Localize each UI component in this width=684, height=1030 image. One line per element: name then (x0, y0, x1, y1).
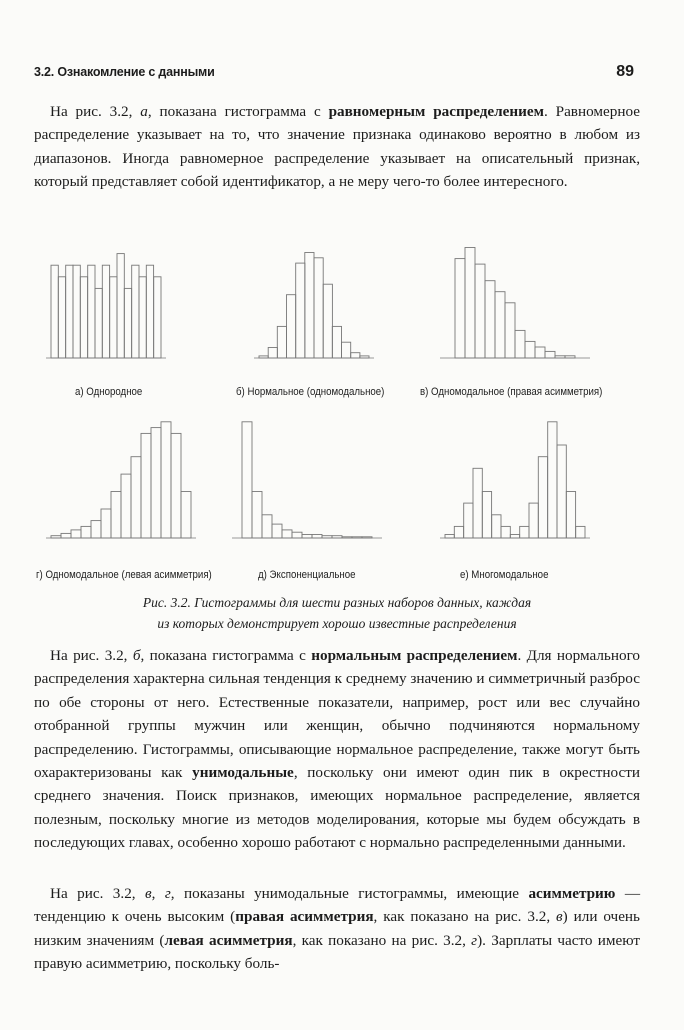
histogram-bar (360, 356, 369, 358)
text-run: На рис. 3.2, (50, 103, 141, 120)
bold-term: равномерным распределением (328, 103, 544, 120)
histogram-bar (538, 457, 547, 538)
histogram-bar (323, 284, 332, 358)
text-run: , как показано на рис. 3.2, (373, 908, 557, 926)
histogram-bar (445, 535, 454, 539)
text-run: , показана гистограмма с (147, 103, 329, 120)
histogram-bar (91, 521, 101, 538)
bold-term: правая асимметрия (235, 908, 374, 926)
histogram-bar (124, 288, 131, 358)
panel-label-c: в) Одномодальное (правая асимметрия) (420, 386, 603, 398)
figure-ref-letter: в (145, 885, 152, 902)
histogram-bar (146, 265, 153, 358)
histogram-bar (465, 248, 475, 359)
histogram-bar (101, 509, 111, 538)
text-run: . Равномерное распределение указывает на то, что значение признака одинаково вероятно в любом из диапазонов. Иногда равномерное распределение указывает на описательный признак, который представляет собой идентификатор, а не меру чего-то более интересного. (34, 103, 641, 191)
histogram-uniform (46, 238, 166, 360)
page-number: 89 (616, 63, 634, 80)
histogram-bar (141, 433, 151, 538)
histogram-right-skew (440, 238, 590, 360)
histogram-bar (576, 526, 585, 538)
histogram-bar (80, 277, 87, 358)
histogram-bar (492, 515, 501, 538)
caption-line-1: Рис. 3.2. Гистограммы для шести разных наборов данных, каждая (142, 595, 532, 610)
histogram-bar (117, 254, 124, 358)
histogram-bar (305, 253, 314, 359)
text-run: ). Зарплаты часто имеют правую асимметрию, поскольку боль- (34, 931, 640, 973)
histogram-bar (262, 515, 272, 538)
histogram-bar (139, 277, 146, 358)
histogram-bar (73, 265, 80, 358)
histogram-exponential (232, 412, 382, 540)
histogram-bar (342, 537, 352, 538)
histogram-bar (154, 277, 161, 358)
histogram-bar (566, 492, 575, 539)
histogram-bar (535, 347, 545, 358)
histogram-bar (81, 526, 91, 538)
histogram-bar (252, 492, 262, 539)
panel-label-d: г) Одномодальное (левая асимметрия) (36, 569, 212, 581)
figure-ref-letter: г (164, 885, 171, 902)
text-run: , показаны унимодальные гистограммы, имеющие (170, 885, 529, 902)
histogram-bar (287, 295, 296, 358)
text-run: , показана гистограмма с (140, 647, 312, 664)
text-run: , как показано на рис. 3.2, (292, 931, 472, 949)
text-run: На рис. 3.2, (50, 647, 133, 664)
histogram-bar (352, 537, 362, 538)
histogram-bar (268, 348, 277, 359)
text-run: . Для нормального распределения характерна сильная тенденция к среднему значению и симметричный разброс по обе стороны от него. Естественные показатели, например, рост или вес случайно отобранной группы мужчин или женщин, обычно подчиняются нормальному распределению. Гистограммы, описывающие нормальное распределение, также могут быть охарактеризованы как (34, 647, 641, 782)
histogram-bar (495, 292, 505, 358)
histogram-bar (473, 468, 482, 538)
histogram-bar (510, 535, 519, 539)
histogram-bar (51, 265, 58, 358)
histogram-bar (548, 422, 557, 538)
histogram-bar (520, 526, 529, 538)
caption-line-2: из которых демонстрирует хорошо известные распределения (157, 616, 517, 631)
histogram-bar (58, 277, 65, 358)
bold-term: левая асимметрия (164, 931, 293, 949)
figure-ref-letter: б (132, 647, 141, 664)
text-run: , (151, 885, 165, 902)
histogram-bar (314, 258, 323, 358)
figure-caption (34, 592, 640, 634)
panel-label-b: б) Нормальное (одномодальное) (236, 386, 385, 398)
histogram-bar (351, 353, 360, 358)
figure-ref-letter: в (556, 908, 563, 926)
histogram-bar (515, 330, 525, 358)
text-run: ) или очень низким значениям ( (34, 908, 640, 949)
histogram-bar (302, 535, 312, 539)
histogram-bar (110, 277, 117, 358)
section-title: 3.2. Ознакомление с данными (34, 65, 215, 79)
histogram-bar (61, 533, 71, 538)
histogram-bar (362, 537, 372, 538)
histogram-bar (88, 265, 95, 358)
bold-term: унимодальные (192, 764, 294, 782)
histogram-bar (102, 265, 109, 358)
paragraph-uniform (34, 100, 640, 194)
histogram-bar (455, 259, 465, 358)
histogram-bar (131, 457, 141, 538)
histogram-bar (171, 433, 181, 538)
figure-ref-letter: а (140, 103, 148, 120)
text-run: , поскольку они имеют один пик в окрестности среднего значения. Поиск признаков, имеющих нормальное распределение, является полезным, поскольку многие из методов моделирования, которые мы будем обсуждать в последующих главах, особенно хорошо работают с нормально распределенными данными. (34, 764, 641, 852)
histogram-bar (95, 288, 102, 358)
histogram-bar (322, 536, 332, 538)
histogram-bar (121, 474, 131, 538)
histogram-bar (66, 265, 73, 358)
figure-ref-letter: г (471, 931, 478, 949)
histogram-bar (151, 428, 161, 538)
bold-term: асимметрию (528, 885, 616, 902)
histogram-bar (259, 356, 268, 358)
histogram-bar (71, 530, 81, 538)
histogram-normal (254, 238, 374, 360)
text-run: На рис. 3.2, (50, 885, 146, 902)
histogram-bar (132, 265, 139, 358)
histogram-bar (111, 492, 121, 539)
histogram-bar (501, 526, 510, 538)
paragraph-normal (34, 644, 640, 855)
panel-label-f: е) Многомодальное (460, 569, 549, 581)
histogram-bar (454, 526, 463, 538)
histogram-bar (545, 351, 555, 358)
histogram-bar (342, 342, 351, 358)
histogram-bar (332, 326, 341, 358)
histogram-bar (51, 536, 61, 538)
histogram-bar (296, 263, 305, 358)
histogram-bar (242, 422, 252, 538)
histogram-bar (282, 530, 292, 538)
histogram-bar (529, 503, 538, 538)
running-header (34, 60, 634, 84)
histogram-bar (475, 264, 485, 358)
histogram-bar (332, 536, 342, 538)
bold-term: нормальным распределением (311, 647, 518, 664)
histogram-bar (181, 492, 191, 539)
histogram-bar (557, 445, 566, 538)
histogram-left-skew (46, 412, 196, 540)
histogram-bar (161, 422, 171, 538)
histogram-bar (555, 356, 565, 358)
histogram-bar (565, 356, 575, 358)
histogram-bar (277, 326, 286, 358)
histogram-bar (464, 503, 473, 538)
histogram-bar (272, 524, 282, 538)
panel-label-e: д) Экспоненциальное (258, 569, 356, 581)
histogram-bar (312, 535, 322, 539)
histogram-bar (292, 532, 302, 538)
histogram-multimodal (440, 412, 590, 540)
histogram-bar (485, 281, 495, 358)
histogram-bar (482, 492, 491, 539)
text-run: — тенденцию к очень высоким ( (34, 885, 641, 926)
histogram-bar (505, 303, 515, 358)
panel-label-a: а) Однородное (75, 386, 143, 398)
histogram-bar (525, 341, 535, 358)
paragraph-skew (34, 882, 640, 976)
